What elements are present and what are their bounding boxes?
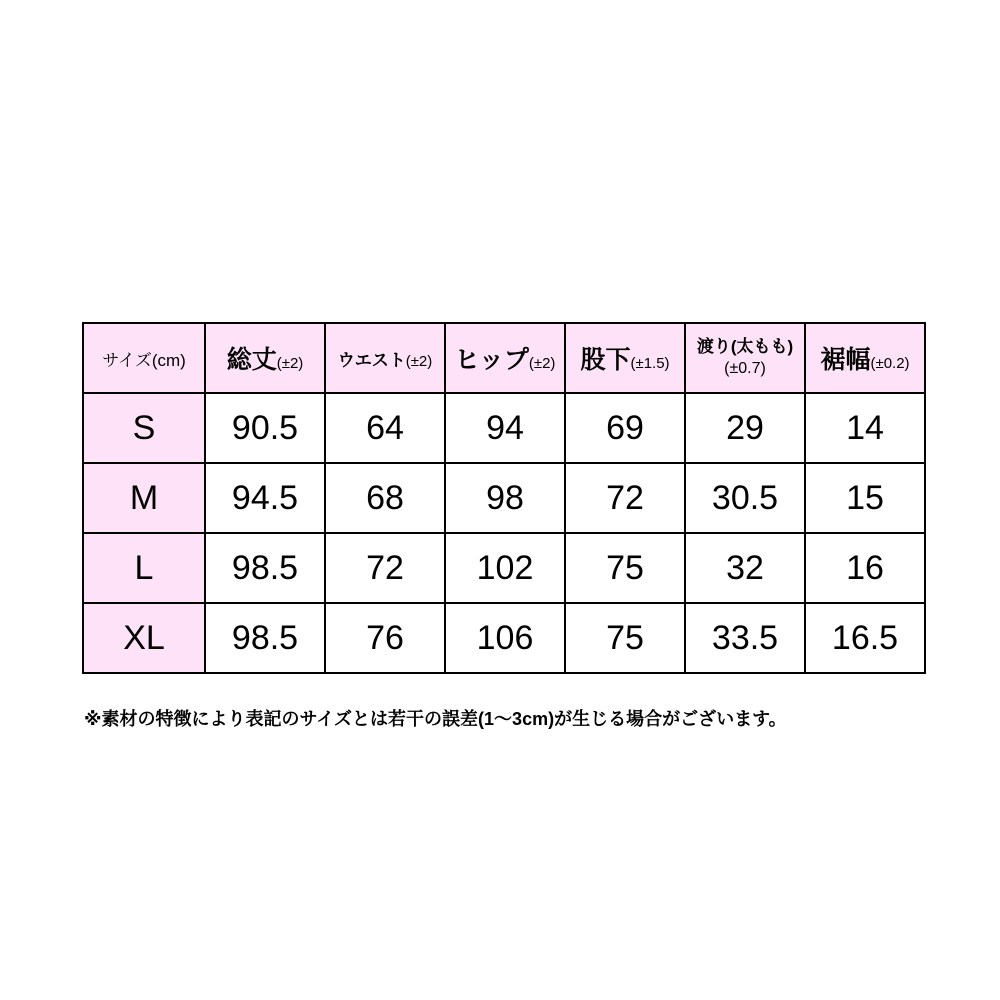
value-cell: 68 xyxy=(325,463,445,533)
value-cell: 16.5 xyxy=(805,603,925,673)
header-hip xyxy=(445,323,565,393)
value-cell: 75 xyxy=(565,603,685,673)
size-chart-table xyxy=(82,322,926,674)
header-size-label: サイズ(cm) xyxy=(102,350,186,370)
table-row xyxy=(83,603,925,673)
header-main: 総丈 xyxy=(226,346,277,374)
value-cell: 106 xyxy=(445,603,565,673)
header-waist xyxy=(325,323,445,393)
size-label: L xyxy=(83,533,205,603)
value-cell: 32 xyxy=(685,533,805,603)
header-main: 股下 xyxy=(580,346,631,374)
value-cell: 29 xyxy=(685,393,805,463)
size-label: S xyxy=(83,393,205,463)
value-cell: 98.5 xyxy=(205,603,325,673)
value-cell: 90.5 xyxy=(205,393,325,463)
value-cell: 72 xyxy=(325,533,445,603)
header-hem-width xyxy=(805,323,925,393)
table-row xyxy=(83,393,925,463)
value-cell: 72 xyxy=(565,463,685,533)
header-total-length xyxy=(205,323,325,393)
header-tolerance: (±1.5) xyxy=(630,355,670,372)
size-label: M xyxy=(83,463,205,533)
header-size xyxy=(83,323,205,393)
value-cell: 102 xyxy=(445,533,565,603)
value-cell: 15 xyxy=(805,463,925,533)
value-cell: 16 xyxy=(805,533,925,603)
value-cell: 69 xyxy=(565,393,685,463)
value-cell: 94.5 xyxy=(205,463,325,533)
value-cell: 75 xyxy=(565,533,685,603)
header-inseam xyxy=(565,323,685,393)
value-cell: 14 xyxy=(805,393,925,463)
disclaimer-note: ※素材の特徴により表記のサイズとは若干の誤差(1〜3cm)が生じる場合がございます。 xyxy=(84,709,787,729)
header-main: 裾幅 xyxy=(820,346,871,374)
header-tolerance: (±2) xyxy=(276,355,304,372)
header-tolerance: (±2) xyxy=(528,355,556,372)
header-main: ヒップ xyxy=(454,346,529,374)
header-main: 渡り(太もも) xyxy=(696,337,794,356)
header-thigh xyxy=(685,323,805,393)
value-cell: 30.5 xyxy=(685,463,805,533)
value-cell: 98 xyxy=(445,463,565,533)
header-main: ウエスト xyxy=(337,350,406,370)
table-row xyxy=(83,533,925,603)
header-row xyxy=(83,323,925,393)
header-tolerance: (±0.2) xyxy=(870,355,910,372)
value-cell: 94 xyxy=(445,393,565,463)
value-cell: 64 xyxy=(325,393,445,463)
value-cell: 98.5 xyxy=(205,533,325,603)
value-cell: 76 xyxy=(325,603,445,673)
table-row xyxy=(83,463,925,533)
header-tolerance: (±2) xyxy=(405,352,433,370)
size-label: XL xyxy=(83,603,205,673)
header-tolerance: (±0.7) xyxy=(724,360,766,377)
value-cell: 33.5 xyxy=(685,603,805,673)
